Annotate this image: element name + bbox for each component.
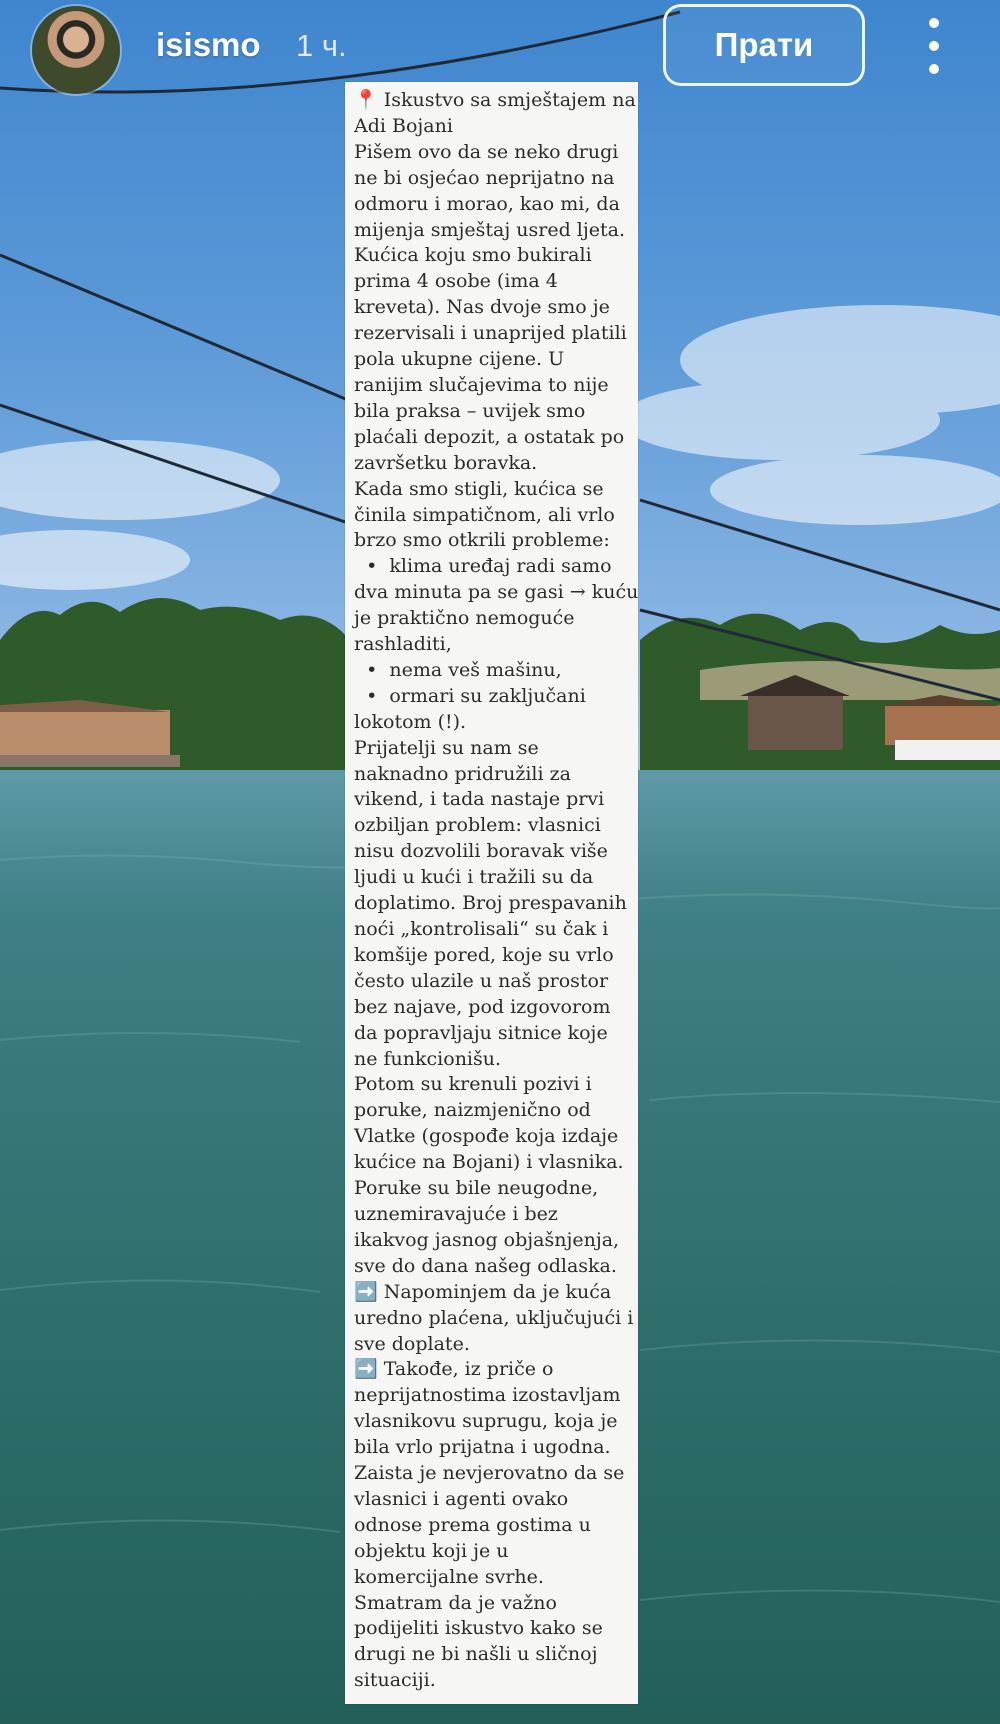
more-vertical-icon[interactable] [916, 18, 952, 74]
post-text-line: vlasnici i agenti ovako [354, 1487, 569, 1510]
post-text-line: sve do dana našeg odlaska. [354, 1254, 617, 1277]
post-text-line: Zaista je nevjerovatno da se [354, 1462, 625, 1485]
post-text-line: rashladiti, [354, 633, 452, 656]
post-text-line: Vlatke (gospođe koja izdaje [354, 1125, 619, 1148]
post-text-line: činila simpatičnom, ali vrlo [354, 503, 615, 526]
post-text-line: naknadno pridružili za [354, 762, 571, 785]
more-dot [929, 64, 939, 74]
more-dot [929, 18, 939, 28]
post-text-line: plaćali depozit, a ostatak po [354, 425, 625, 448]
post-text-line: Poruke su bile neugodne, [354, 1177, 599, 1200]
post-text-line: ranijim slučajevima to nije [354, 373, 609, 396]
post-text-line: • klima uređaj radi samo [354, 555, 612, 578]
post-text-line: neprijatnostima izostavljam [354, 1384, 621, 1407]
post-text-line: uznemiravajuće i bez [354, 1202, 558, 1225]
post-text-line: Kada smo stigli, kućica se [354, 477, 604, 500]
post-text-line: nisu dozvolili boravak više [354, 840, 608, 863]
post-text-line: komercijalne svrhe. [354, 1565, 544, 1588]
post-text-line: ne funkcionišu. [354, 1047, 502, 1070]
post-text-line: prima 4 osobe (ima 4 [354, 270, 558, 293]
post-text-line: brzo smo otkrili probleme: [354, 529, 610, 552]
post-text-line: ne bi osjećao neprijatno na [354, 166, 615, 189]
post-text-line: odmoru i morao, kao mi, da [354, 192, 620, 215]
post-text-line: drugi ne bi našli u sličnoj [354, 1643, 598, 1666]
post-text-card [345, 82, 638, 1704]
post-text-line: komšije pored, koje su vrlo [354, 943, 614, 966]
post-text-line: kreveta). Nas dvoje smo je [354, 296, 610, 319]
post-text-line: • nema veš mašinu, [354, 658, 562, 681]
post-text-line: često ulazile u naš prostor [354, 969, 609, 992]
post-text-line: Smatram da je važno [354, 1591, 557, 1614]
more-dot [929, 41, 939, 51]
post-text-line: je praktično nemoguće [354, 607, 575, 630]
post-text-line: vikend, i tada nastaje prvi [354, 788, 605, 811]
post-text-line: završetku boravka. [354, 451, 538, 474]
username[interactable]: isismo [156, 26, 261, 63]
post-text-line: noći „kontrolisali“ su čak i [354, 918, 609, 940]
post-text-line: dva minuta pa se gasi → kuću [354, 581, 639, 604]
post-text-line: Pišem ovo da se neko drugi [354, 140, 619, 163]
post-text-line: sve doplate. [354, 1332, 470, 1355]
post-text-line: ➡️ Takođe, iz priče o [354, 1358, 554, 1381]
post-text-line: ➡️ Napominjem da je kuća [354, 1280, 612, 1303]
post-text-line: ljudi u kući i tražili su da [354, 866, 594, 889]
post-text-line: kućice na Bojani) i vlasnika. [354, 1151, 624, 1174]
post-text-line: objektu koji je u [354, 1539, 509, 1562]
post-text-line: lokotom (!). [354, 710, 467, 733]
post-text-line: Adi Bojani [354, 114, 453, 137]
houses-left [0, 700, 180, 767]
post-text-line: bez najave, pod izgovorom [354, 995, 611, 1018]
post-text-line: situaciji. [354, 1669, 436, 1692]
post-text-line: podijeliti iskustvo kako se [354, 1617, 603, 1640]
post-text-line: Potom su krenuli pozivi i [354, 1073, 592, 1096]
post-text-line: 📍 Iskustvo sa smještajem na [354, 89, 636, 111]
post-text-line: bila vrlo prijatna i ugodna. [354, 1436, 611, 1459]
post-text-line: doplatimo. Broj prespavanih [354, 892, 627, 915]
post-text-line: • ormari su zaključani [354, 684, 586, 707]
post-text-line: odnose prema gostima u [354, 1513, 591, 1536]
time-ago: 1 ч. [296, 28, 347, 63]
post-text-line: uredno plaćena, uključujući i [354, 1306, 634, 1329]
post-text-line: ikakvog jasnog objašnjenja, [354, 1228, 620, 1251]
post-text-line: mijenja smještaj usred ljeta. [354, 218, 626, 241]
post-text-line: poruke, naizmjenično od [354, 1099, 591, 1122]
post-text-line: Kućica koju smo bukirali [354, 244, 592, 267]
post-text-line: rezervisali i unaprijed platili [354, 322, 627, 345]
post-text-line: Prijatelji su nam se [354, 736, 539, 759]
post-text-line: vlasnikovu suprugu, koja je [354, 1410, 618, 1433]
avatar[interactable] [32, 6, 120, 94]
follow-button[interactable]: Прати [663, 4, 865, 86]
post-text-line: pola ukupne cijene. U [354, 348, 565, 371]
post-text-line: ozbiljan problem: vlasnici [354, 814, 601, 837]
post-text-line: da popravljaju sitnice koje [354, 1021, 608, 1044]
post-text-line: bila praksa – uvijek smo [354, 399, 586, 422]
